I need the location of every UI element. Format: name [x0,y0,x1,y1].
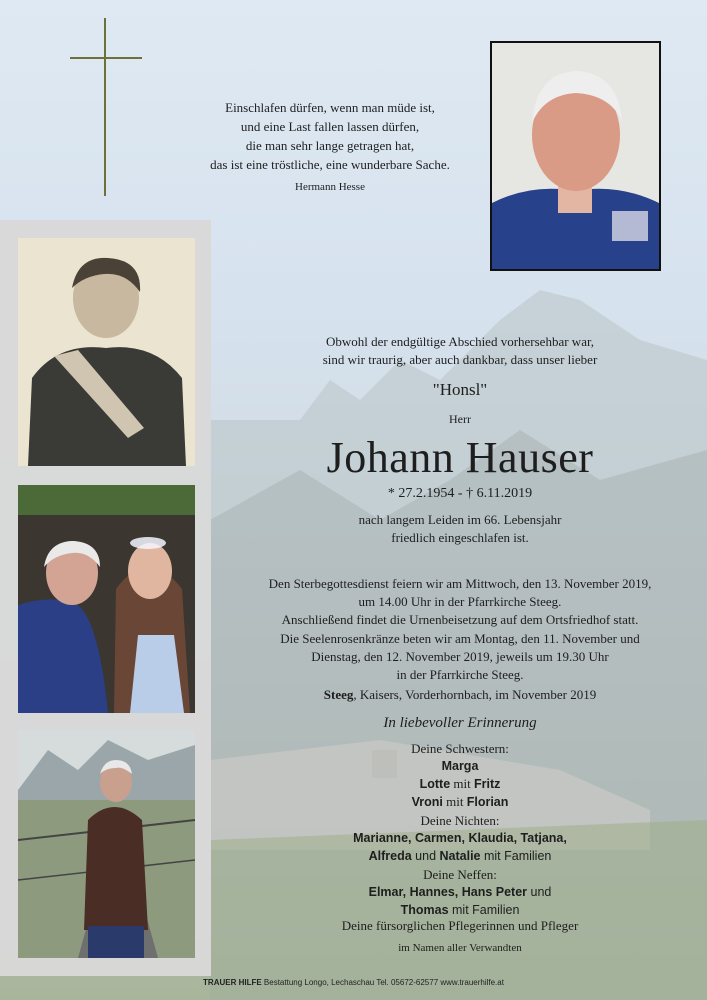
and-text: und [411,849,440,863]
illness-line: friedlich eingeschlafen ist. [391,530,529,545]
relatives-line: im Namen aller Verwandten [398,942,522,954]
intro-line: sind wir traurig, aber auch dankbar, dass unser lieber [322,352,598,367]
cross-icon [104,18,106,196]
nieces-group [230,812,690,865]
poem-line: die man sehr lange getragen hat, [245,138,415,153]
niece-name: Alfreda [368,849,412,863]
illness-text [230,511,690,547]
life-dates: * 27.2.1954 - † 6.11.2019 [387,486,533,501]
intro-line: Obwohl der endgültige Abschied vorhersehbar war, [325,334,595,349]
footer-brand: TRAUER HILFE [203,978,262,987]
with-text: mit [450,776,474,791]
poem [160,98,500,197]
nephews-heading: Deine Neffen: [423,867,497,882]
families-text: mit Familien [480,849,552,863]
rosary-line: Die Seelenrosenkränze beten wir am Montag, den 11. November und [280,631,640,646]
portrait-illustration [492,43,659,269]
poem-author: Hermann Hesse [295,181,365,193]
family-illustration [18,485,195,713]
bridge-illustration [18,730,195,958]
rosary-line: Dienstag, den 12. November 2019, jeweils um 19.30 Uhr [311,649,609,664]
nieces-names: Marianne, Carmen, Klaudia, Tatjana, [353,831,567,845]
illness-line: nach langem Leiden im 66. Lebensjahr [358,512,562,527]
portrait-photo [490,41,661,271]
partner-name: Florian [466,795,509,809]
sisters-heading: Deine Schwestern: [411,741,509,756]
place-bold: Steeg [323,687,354,702]
with-text: mit [442,794,467,809]
partner-name: Fritz [474,777,501,791]
rosary-line: in der Pfarrkirche Steeg. [396,667,524,682]
nephews-names: Elmar, Hannes, Hans Peter [368,885,528,899]
nickname: "Honsl" [432,380,488,399]
nieces-heading: Deine Nichten: [420,813,500,828]
families-text: mit Familien [448,903,520,917]
intro-text [230,333,690,369]
place-rest: , Kaisers, Vorderhornbach, im November 2019 [353,687,597,702]
childhood-photo [18,238,195,466]
salutation: Herr [449,412,471,426]
and-text: und [527,885,552,899]
sister-name: Marga [441,759,479,773]
place-date [230,687,690,703]
cross-bar [70,57,142,59]
sister-name: Vroni [411,795,443,809]
rosary-info [230,630,690,684]
caregivers-line: Deine fürsorglichen Pflegerinnen und Pfleger [341,918,579,933]
childhood-illustration [18,238,195,466]
poem-line: und eine Last fallen lassen dürfen, [240,119,420,134]
bridge-photo [18,730,195,958]
deceased-name: Johann Hauser [326,433,594,482]
family-photo [18,485,195,713]
funeral-line: Den Sterbegottesdienst feiern wir am Mittwoch, den 13. November 2019, [268,576,652,591]
footer [0,978,707,987]
funeral-info [230,575,690,629]
nephews-group [230,866,690,919]
nephew-name: Thomas [400,903,449,917]
funeral-line: um 14.00 Uhr in der Pfarrkirche Steeg. [358,594,562,609]
sister-name: Lotte [419,777,451,791]
poem-line: das ist eine tröstliche, eine wunderbare Sache. [210,157,450,172]
sisters-group [230,740,690,811]
memory-line: In liebevoller Erinnerung [383,715,537,731]
niece-name: Natalie [439,849,481,863]
funeral-line: Anschließend findet die Urnenbeisetzung auf dem Ortsfriedhof statt. [281,612,639,627]
poem-line: Einschlafen dürfen, wenn man müde ist, [225,100,435,115]
footer-contact: Bestattung Longo, Lechaschau Tel. 05672-62577 www.trauerhilfe.at [261,978,504,987]
